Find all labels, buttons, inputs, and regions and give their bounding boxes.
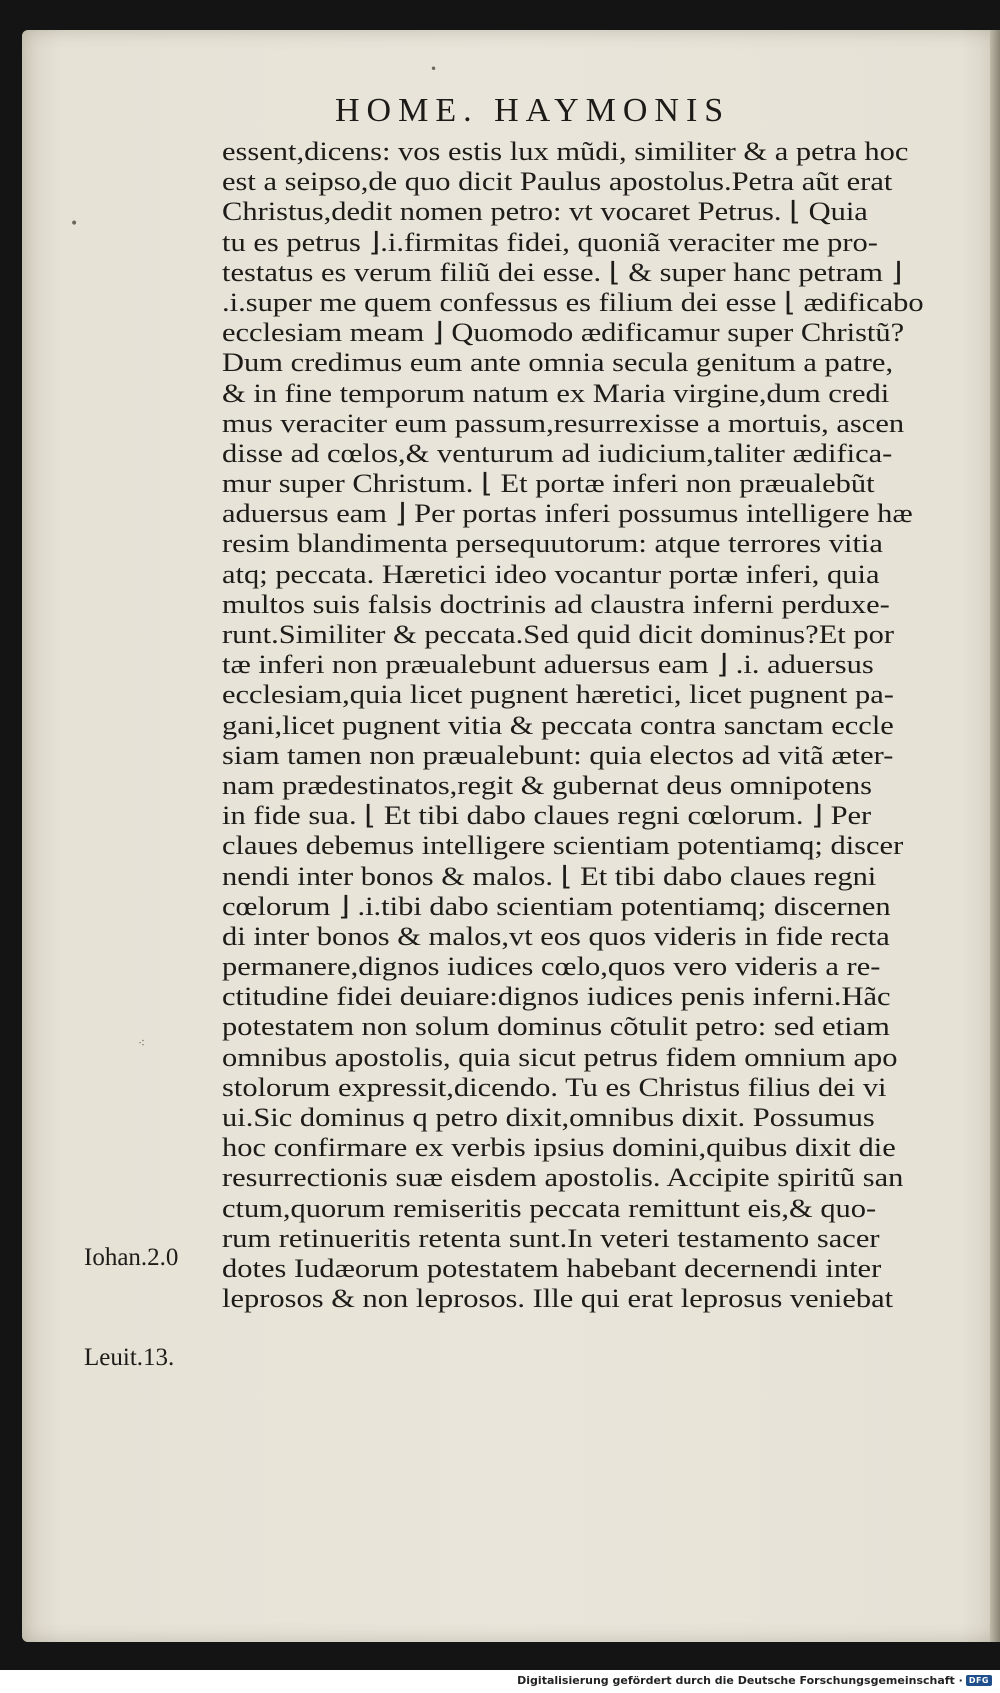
footer-credit: Digitalisierung gefördert durch die Deutsche Forschungsgemeinschaft · xyxy=(517,1674,963,1687)
text-line: di inter bonos & malos,vt eos quos videris in fide recta xyxy=(222,920,890,951)
text-line: ui.Sic dominus q petro dixit,omnibus dixit. Possumus xyxy=(222,1102,875,1132)
ink-speck: • xyxy=(430,62,438,76)
text-line: claues debemus intelligere scientiam potentiamq; discer xyxy=(222,830,904,861)
text-line: leprosos & non leprosos. Ille qui erat leprosus veniebat xyxy=(222,1283,894,1314)
text-line: rum retinueritis retenta sunt.In veteri testamento sacer xyxy=(222,1222,880,1253)
text-line: nendi inter bonos & malos. ⌊ Et tibi dabo claues regni xyxy=(222,860,877,891)
text-line: gani,licet pugnent vitia & peccata contra sanctam eccle xyxy=(222,709,894,740)
text-line: essent,dicens: vos estis lux mũdi, similiter & a petra hoc xyxy=(222,136,909,166)
text-line: in fide sua. ⌊ Et tibi dabo claues regni cœlorum. ⌋ Per xyxy=(222,800,872,831)
text-line: stolorum expressit,dicendo. Tu es Christus filius dei vi xyxy=(222,1071,887,1102)
ink-speck: • xyxy=(70,216,79,232)
body-text xyxy=(222,136,927,1313)
running-head: HOME. HAYMONIS xyxy=(335,92,731,129)
text-line: permanere,dignos iudices cœlo,quos vero videris a re- xyxy=(222,951,881,982)
digitization-footer xyxy=(517,1674,992,1687)
text-line: multos suis falsis doctrinis ad claustra inferni perduxe- xyxy=(222,588,890,619)
text-line: cœlorum ⌋ .i.tibi dabo scientiam potentiamq; discernen xyxy=(222,890,891,921)
text-line: tu es petrus ⌋.i.firmitas fidei, quoniã veraciter me pro- xyxy=(222,226,878,257)
page-edge xyxy=(990,30,1000,1642)
text-line: siam tamen non præualebunt: quia electos ad vitã æter- xyxy=(222,739,894,770)
text-line: dotes Iudæorum potestatem habebant decernendi inter xyxy=(222,1252,882,1283)
text-line: ctum,quorum remiseritis peccata remittunt eis,& quo- xyxy=(222,1192,877,1223)
text-line: ecclesiam,quia licet pugnent hæretici, licet pugnent pa- xyxy=(222,679,894,710)
text-line: aduersus eam ⌋ Per portas inferi possumus intelligere hæ xyxy=(222,498,913,529)
text-line: est a seipso,de quo dicit Paulus apostolus.Petra aũt erat xyxy=(222,166,893,197)
dfg-logo-icon: DFG xyxy=(966,1675,992,1686)
text-line: resurrectionis suæ eisdem apostolis. Accipite spiritũ san xyxy=(222,1162,904,1193)
marginal-note-leviticus: Leuit.13. xyxy=(84,1344,175,1371)
marginal-note-john: Iohan.2.0 xyxy=(84,1244,179,1271)
text-line: tæ inferi non præualebunt aduersus eam ⌋ .i. aduersus xyxy=(222,649,874,680)
text-line: potestatem non solum dominus cõtulit petro: sed etiam xyxy=(222,1011,890,1042)
text-line: testatus es verum filiũ dei esse. ⌊ & super hanc petram ⌋ xyxy=(222,256,903,287)
text-line: runt.Similiter & peccata.Sed quid dicit dominus?Et por xyxy=(222,619,895,649)
text-line: hoc confirmare ex verbis ipsius domini,quibus dixit die xyxy=(222,1132,896,1163)
text-line: ctitudine fidei deuiare:dignos iudices penis inferni.Hãc xyxy=(222,981,891,1012)
ink-speck: ⁖ xyxy=(138,1036,146,1050)
text-line: .i.super me quem confessus es filium dei esse ⌊ ædificabo xyxy=(222,286,924,317)
text-line: mur super Christum. ⌊ Et portæ inferi non præualebũt xyxy=(222,468,875,499)
text-line: mus veraciter eum passum,resurrexisse a mortuis, ascen xyxy=(222,407,905,438)
text-line: Christus,dedit nomen petro: vt vocaret Petrus. ⌊ Quia xyxy=(222,196,868,227)
text-line: omnibus apostolis, quia sicut petrus fidem omnium apo xyxy=(222,1041,898,1072)
text-line: Dum credimus eum ante omnia secula genitum a patre, xyxy=(222,347,894,378)
text-line: & in fine temporum natum ex Maria virgine,dum credi xyxy=(222,377,890,408)
text-line: disse ad cœlos,& venturum ad iudicium,taliter ædifica- xyxy=(222,437,893,468)
text-line: ecclesiam meam ⌋ Quomodo ædificamur super Christũ? xyxy=(222,317,905,348)
text-line: nam prædestinatos,regit & gubernat deus omnipotens xyxy=(222,769,873,800)
text-line: atq; peccata. Hæretici ideo vocantur portæ inferi, quia xyxy=(222,558,880,589)
text-line: resim blandimenta persequutorum: atque terrores vitia xyxy=(222,528,883,559)
